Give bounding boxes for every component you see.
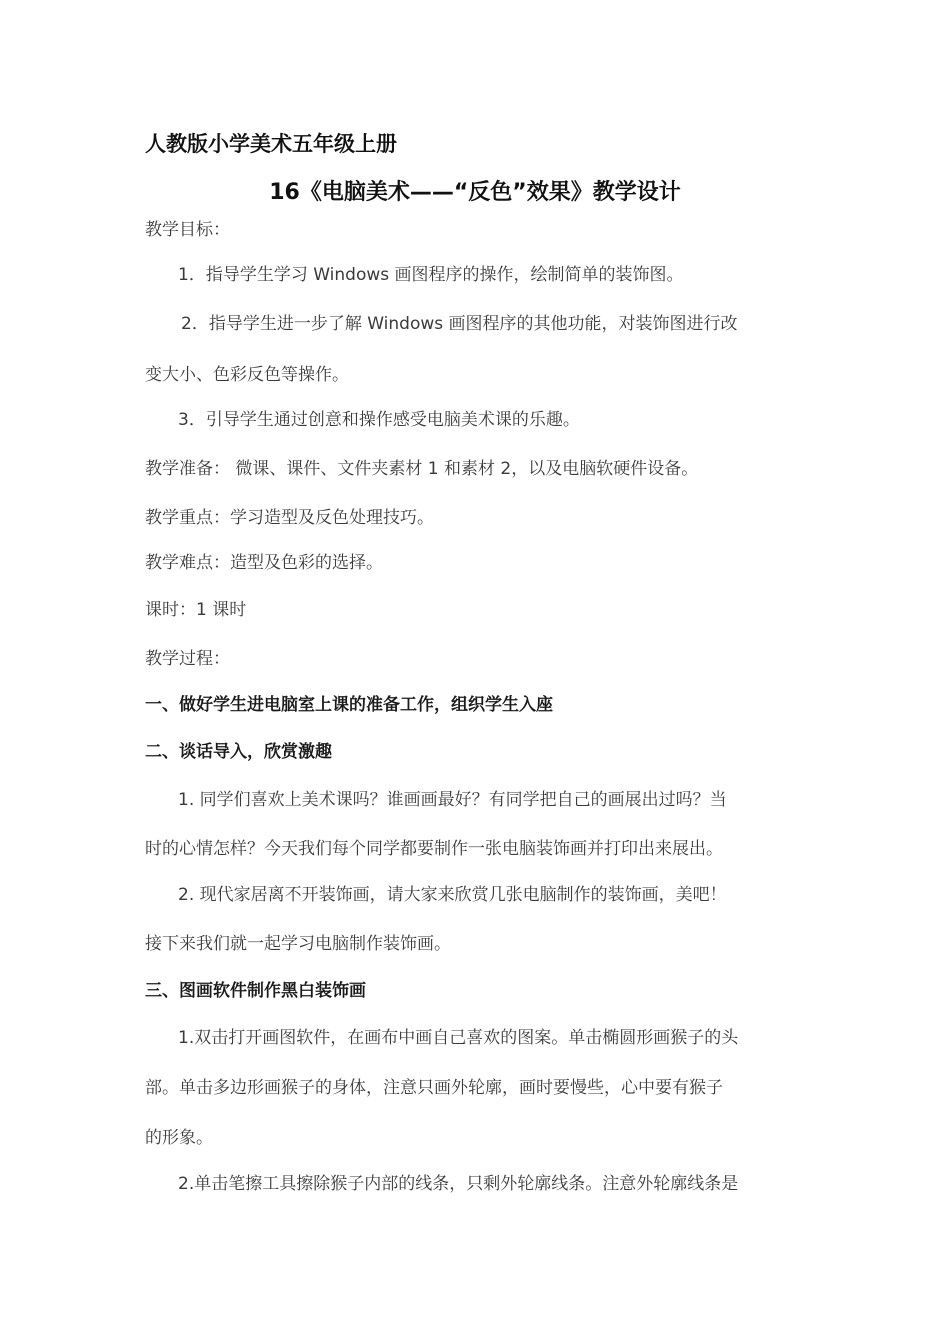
objective-2-line-2: 变大小、色彩反色等操作。: [145, 365, 349, 385]
section-2-paragraph-1-line-1: 1. 同学们喜欢上美术课吗？谁画画最好？有同学把自己的画展出过吗？当: [178, 790, 727, 810]
process-label: 教学过程：: [145, 649, 230, 669]
objective-1: 1．指导学生学习 Windows 画图程序的操作，绘制简单的装饰图。: [178, 265, 684, 285]
section-2-heading: 二、谈话导入，欣赏激趣: [145, 742, 332, 762]
section-3-heading: 三、图画软件制作黑白装饰画: [145, 981, 366, 1001]
section-3-paragraph-1-line-3: 的形象。: [145, 1128, 213, 1148]
teaching-difficulty: 教学难点：造型及色彩的选择。: [145, 553, 383, 573]
objective-3: 3．引导学生通过创意和操作感受电脑美术课的乐趣。: [178, 410, 580, 430]
section-3-paragraph-2-line-1: 2.单击笔擦工具擦除猴子内部的线条，只剩外轮廓线条。注意外轮廓线条是: [178, 1174, 739, 1194]
objective-2-line-1: 2．指导学生进一步了解 Windows 画图程序的其他功能，对装饰图进行改: [181, 314, 738, 334]
section-3-paragraph-1-line-1: 1.双击打开画图软件，在画布中画自己喜欢的图案。单击椭圆形画猴子的头: [178, 1028, 739, 1048]
teaching-preparation: 教学准备： 微课、课件、文件夹素材 1 和素材 2，以及电脑软硬件设备。: [145, 459, 699, 479]
section-2-paragraph-2-line-2: 接下来我们就一起学习电脑制作装饰画。: [145, 934, 451, 954]
textbook-header: 人教版小学美术五年级上册: [145, 132, 397, 156]
section-2-paragraph-1-line-2: 时的心情怎样？今天我们每个同学都要制作一张电脑装饰画并打印出来展出。: [145, 839, 723, 859]
objectives-label: 教学目标：: [145, 220, 230, 240]
section-1-heading: 一、做好学生进电脑室上课的准备工作，组织学生入座: [145, 695, 553, 715]
section-2-paragraph-2-line-1: 2. 现代家居离不开装饰画，请大家来欣赏几张电脑制作的装饰画，美吧！: [178, 885, 727, 905]
section-3-paragraph-1-line-2: 部。单击多边形画猴子的身体，注意只画外轮廓，画时要慢些，心中要有猴子: [145, 1078, 723, 1098]
teaching-key-point: 教学重点：学习造型及反色处理技巧。: [145, 508, 434, 528]
class-hours: 课时：1 课时: [145, 600, 247, 620]
lesson-title: 16《电脑美术——“反色”效果》教学设计: [269, 180, 681, 205]
